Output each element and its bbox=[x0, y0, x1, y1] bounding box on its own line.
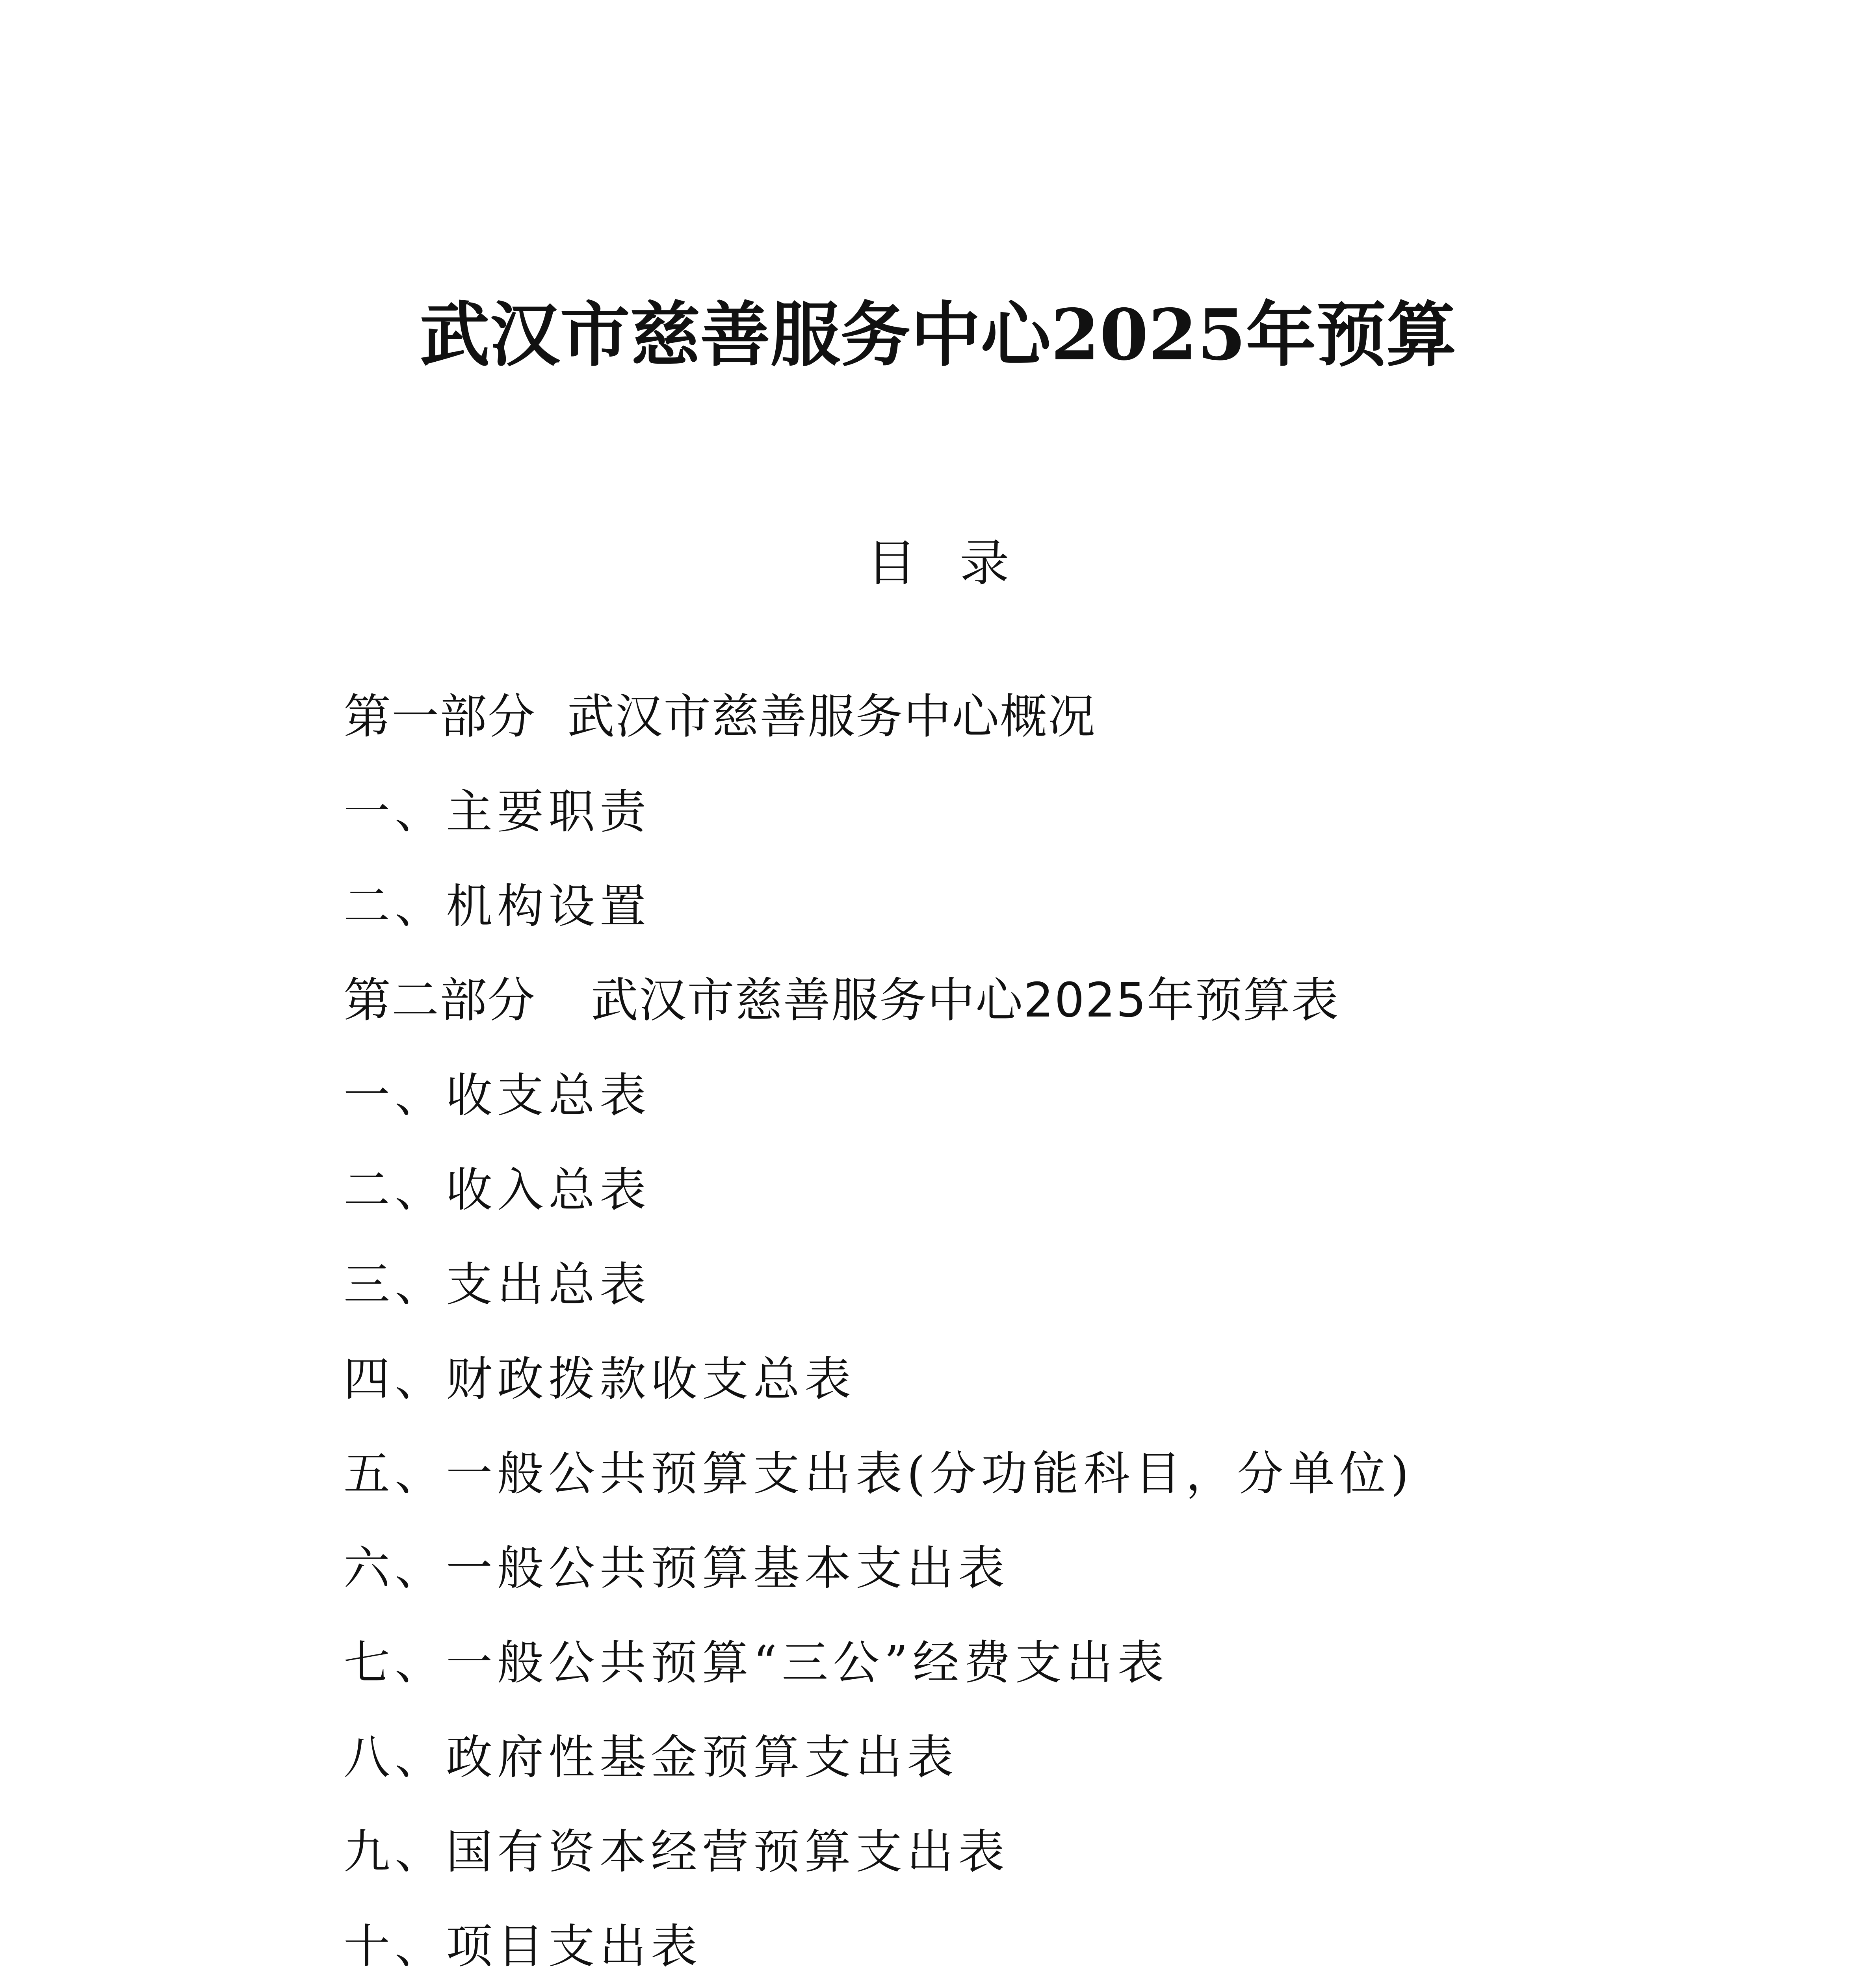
toc-entry[interactable]: 一、主要职责 bbox=[344, 784, 651, 839]
toc-part-title: 武汉市慈善服务中心概况 bbox=[567, 690, 1096, 744]
document-title: 武汉市慈善服务中心2025年预算 bbox=[420, 294, 1456, 376]
toc-part-1[interactable] bbox=[344, 670, 1683, 764]
toc-part-title: 武汉市慈善服务中心2025年预算表 bbox=[591, 973, 1339, 1028]
toc-entry[interactable]: 二、机构设置 bbox=[344, 879, 651, 933]
toc-entry[interactable]: 五、一般公共预算支出表(分功能科目，分单位) bbox=[344, 1446, 1414, 1501]
toc-entry[interactable]: 十、项目支出表 bbox=[344, 1919, 702, 1970]
toc-entry[interactable]: 九、国有资本经营预算支出表 bbox=[344, 1825, 1010, 1879]
toc-entry[interactable]: 一、收支总表 bbox=[344, 1068, 651, 1123]
toc-entry[interactable]: 三、支出总表 bbox=[344, 1257, 651, 1312]
toc-entry[interactable]: 二、收入总表 bbox=[344, 1163, 651, 1217]
toc-part-number: 第二部分 bbox=[344, 973, 536, 1028]
toc-heading: 目录 bbox=[867, 534, 1053, 592]
table-of-contents bbox=[344, 670, 1683, 1970]
toc-part-2[interactable] bbox=[344, 953, 1683, 1048]
toc-entry[interactable]: 六、一般公共预算基本支出表 bbox=[344, 1541, 1010, 1595]
toc-entry[interactable]: 八、政府性基金预算支出表 bbox=[344, 1730, 958, 1784]
toc-entry[interactable]: 七、一般公共预算“三公”经费支出表 bbox=[344, 1635, 1169, 1690]
toc-part-number: 第一部分 bbox=[344, 690, 536, 744]
toc-entry[interactable]: 四、财政拨款收支总表 bbox=[344, 1352, 856, 1406]
